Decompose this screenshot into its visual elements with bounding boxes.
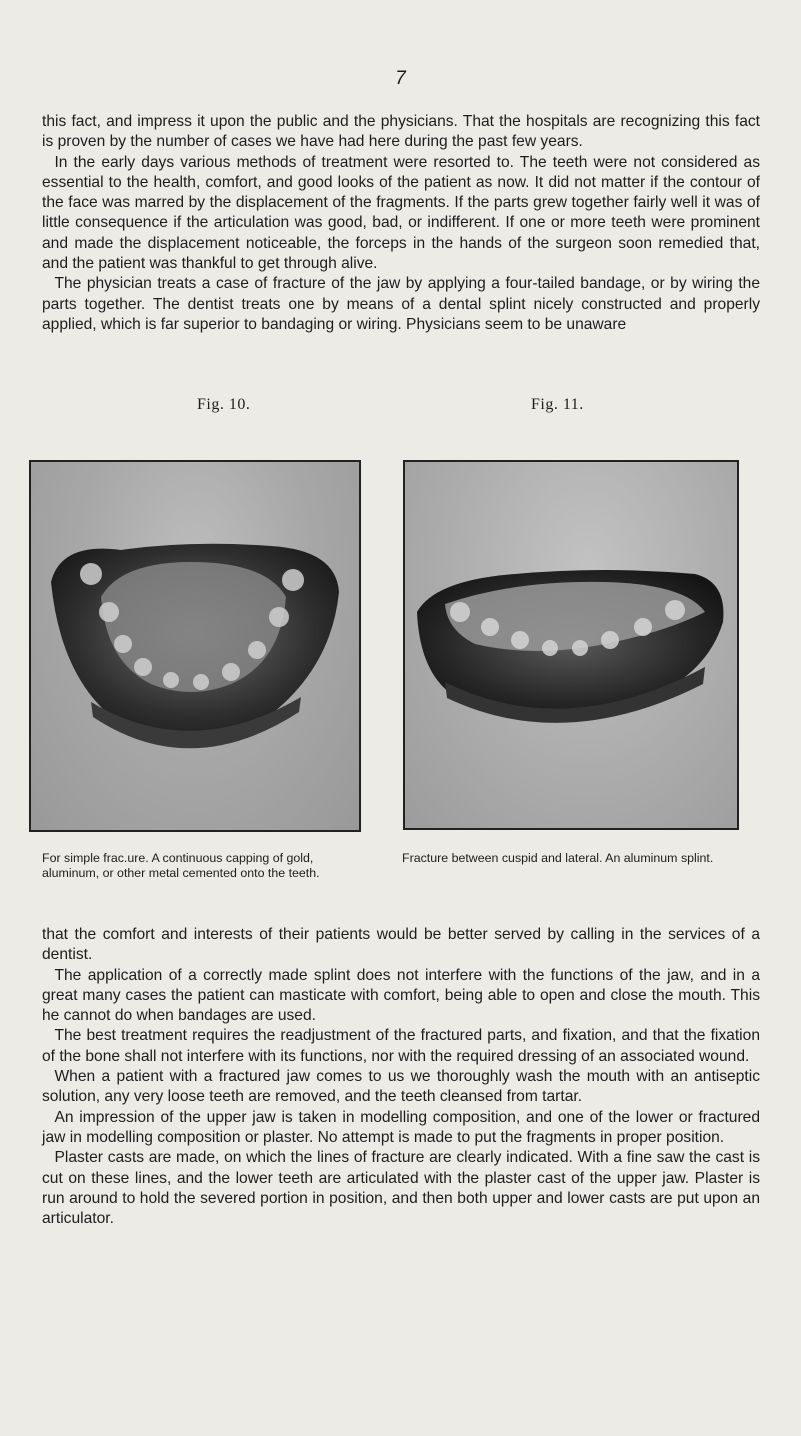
paragraph: Plaster casts are made, on which the lines of fracture are clearly indicated. With a fine saw the cast is cut on these lines, and the lower teeth are articulated with the plaster cast of the upper jaw. Plaster is run around to hold the severed portion in position, and then both upper and lower casts are put upon an articulator. — [42, 1149, 760, 1228]
figure-11-caption: Fracture between cuspid and lateral. An aluminum splint. — [402, 851, 714, 865]
paragraph: The physician treats a case of fracture of the jaw by applying a four-tailed bandage, or by wiring the parts together. The dentist treats one by means of a dental splint nicely constructed and properly applied, which is far superior to bandaging or wiring. Physicians seem to be unaware — [42, 275, 760, 333]
figure-10-photo — [29, 460, 361, 832]
page-number: 7 — [395, 68, 406, 89]
top-text-block — [42, 112, 760, 335]
paragraph: that the comfort and interests of their patients would be better served by calling in the services of a dentist. — [42, 926, 760, 964]
paragraph: When a patient with a fractured jaw comes to us we thoroughly wash the mouth with an antiseptic solution, any very loose teeth are removed, and the teeth cleansed from tartar. — [42, 1068, 760, 1106]
figure-11-label: Fig. 11. — [531, 396, 584, 413]
figure-10-label: Fig. 10. — [197, 396, 251, 413]
bottom-text-block — [42, 925, 760, 1229]
figure-10-caption: For simple frac.ure. A continuous capping of gold, aluminum, or other metal cemented onto the teeth. — [42, 851, 320, 880]
paragraph: In the early days various methods of treatment were resorted to. The teeth were not considered as essential to the health, comfort, and good looks of the patient as now. It did not matter if the contour of the face was marred by the displacement of the fragments. If the parts grew together fairly well it was of little consequence if the articulation was good, bad, or indifferent. If one or more teeth were prominent and made the displacement noticeable, the forceps in the hands of the surgeon soon remedied that, and the patient was thankful to get through alive. — [42, 153, 760, 273]
jaw-splint-image — [405, 462, 737, 828]
paragraph: this fact, and impress it upon the public and the physicians. That the hospitals are recognizing this fact is proven by the number of cases we have had here during the past few years. — [42, 113, 760, 151]
figure-11-photo — [403, 460, 739, 830]
paragraph: The application of a correctly made splint does not interfere with the functions of the jaw, and in a great many cases the patient can masticate with comfort, being able to open and close the mouth. This he cannot do when bandages are used. — [42, 966, 760, 1025]
jaw-cast-image — [31, 462, 359, 830]
paragraph: The best treatment requires the readjustment of the fractured parts, and fixation, and that the fixation of the bone shall not interfere with its functions, nor with the required dressing of an associated wound. — [42, 1027, 760, 1065]
paragraph: An impression of the upper jaw is taken in modelling composition, and one of the lower or fractured jaw in modelling composition or plaster. No attempt is made to put the fragments in proper position. — [42, 1108, 760, 1146]
